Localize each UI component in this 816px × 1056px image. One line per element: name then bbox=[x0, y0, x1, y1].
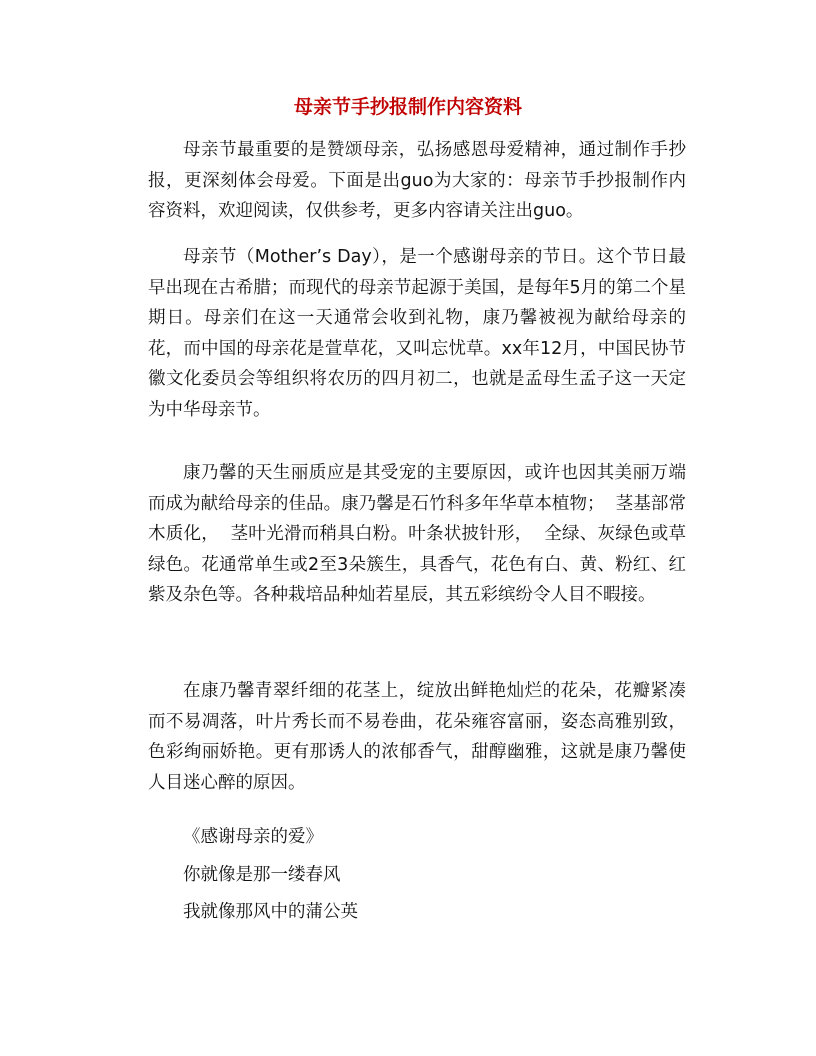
paragraph-text: 母亲节（Mother’s Day），是一个感谢母亲的节日。这个节日最早出现在古希腊；而现代的母亲节起源于美国，是每年5月的第二个星期日。母亲们在这一天通常会收到礼物，康乃馨被视为献给母亲的花，而中国的母亲花是萱草花，又叫忘忧草。xx年12月，中国民协节徽文化委员会等组织将农历的四月初二，也就是孟母生孟子这一天定为中华母亲节。 bbox=[148, 247, 686, 420]
paragraph-text: 康乃馨的天生丽质应是其受宠的主要原因，或许也因其美丽万端而成为献给母亲的佳品。康乃馨是石竹科多年华草本植物； 茎基部常木质化， 茎叶光滑而稍具白粉。叶条状披针形， 全绿、灰绿色或草绿色。花通常单生或2至3朵簇生，具香气，花色有白、黄、粉红、红紫及杂色等。各种栽培品种灿若星辰，其五彩缤纷令人目不暇接。 bbox=[148, 463, 686, 605]
paragraph-intro bbox=[148, 135, 686, 227]
poem-line: 你就像是那一缕春风 bbox=[183, 865, 341, 885]
paragraph-mothers-day bbox=[148, 242, 686, 425]
document-title: 母亲节手抄报制作内容资料 bbox=[293, 96, 522, 118]
poem-title bbox=[148, 822, 686, 853]
poem-line: 我就像那风中的蒲公英 bbox=[183, 902, 358, 922]
paragraph-carnation bbox=[148, 458, 686, 611]
paragraph-text: 母亲节最重要的是赞颂母亲，弘扬感恩母爱精神，通过制作手抄报，更深刻体会母爱。下面是出guo为大家的：母亲节手抄报制作内容资料，欢迎阅读，仅供参考，更多内容请关注出guo。 bbox=[148, 140, 686, 221]
poem-line: 《感谢母亲的爱》 bbox=[183, 827, 323, 847]
paragraph-text: 在康乃馨青翠纤细的花茎上，绽放出鲜艳灿烂的花朵，花瓣紧凑而不易凋落，叶片秀长而不易卷曲，花朵雍容富丽，姿态高雅别致，色彩绚丽娇艳。更有那诱人的浓郁香气，甜醇幽雅，这就是康乃馨使人目迷心醉的原因。 bbox=[148, 681, 686, 793]
poem-line-1 bbox=[148, 860, 686, 891]
poem-line-2 bbox=[148, 897, 686, 928]
paragraph-carnation-beauty bbox=[148, 676, 686, 798]
